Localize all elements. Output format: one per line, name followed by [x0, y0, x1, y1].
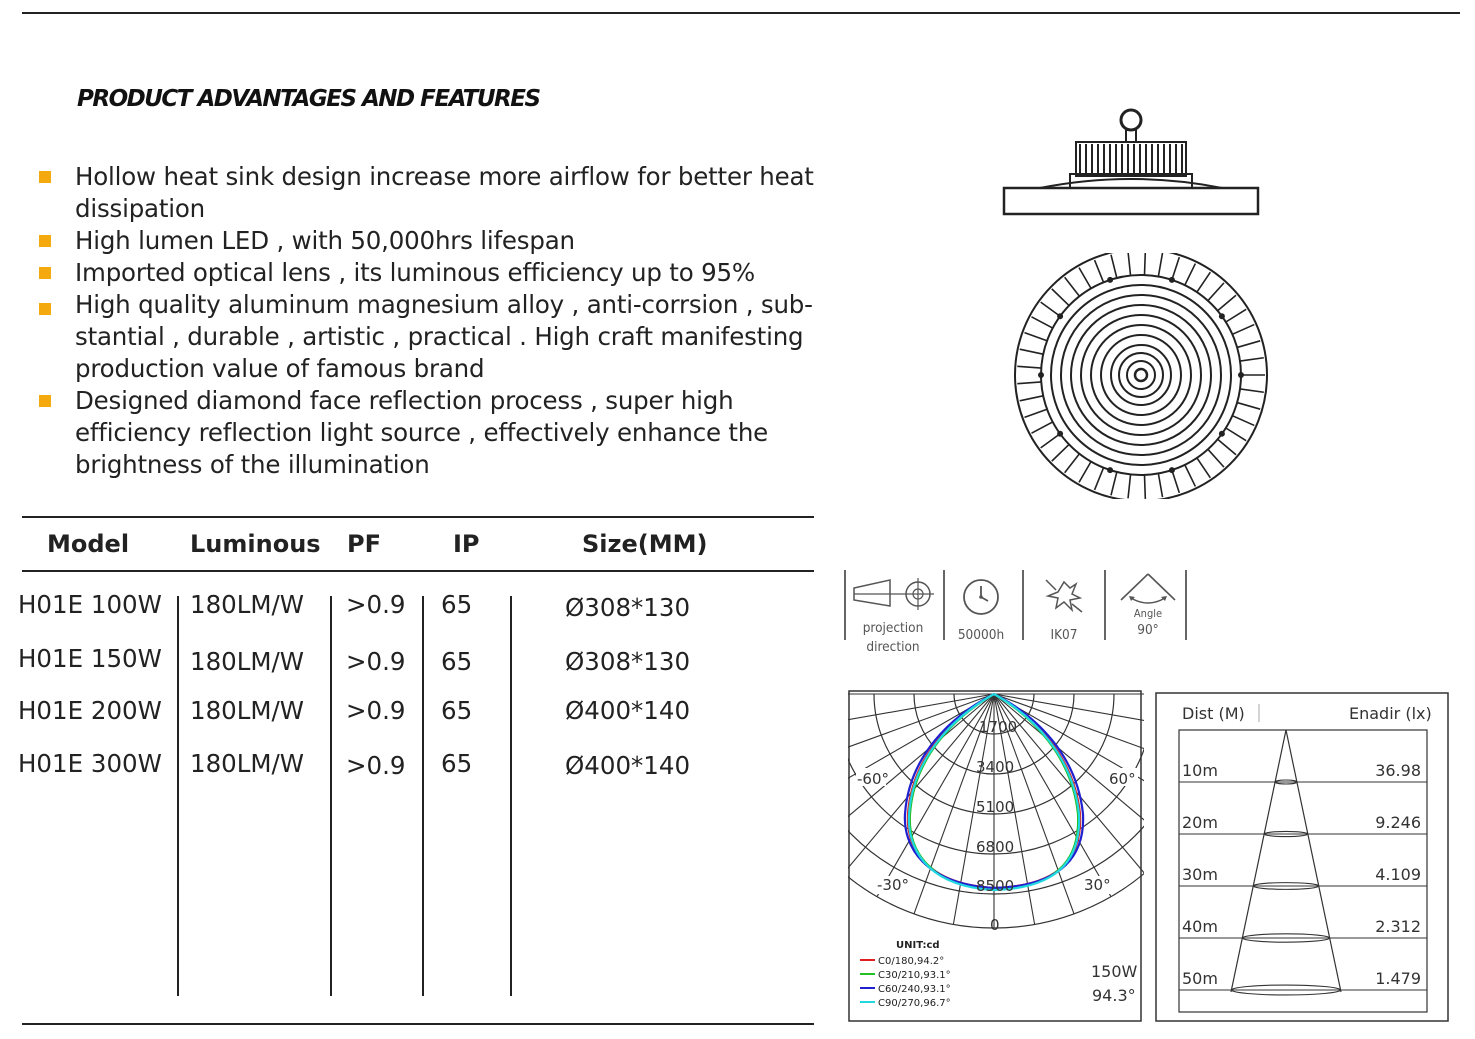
- impact-label: IK07: [1050, 627, 1078, 643]
- col-header-size: Size(MM): [582, 530, 708, 558]
- ring-label: 3400: [976, 758, 1015, 776]
- cell-size: Ø308*130: [565, 647, 691, 676]
- feature-line: High quality aluminum magnesium alloy , anti-corrsion , sub-: [75, 290, 813, 319]
- cell-luminous: 180LM/W: [190, 647, 305, 676]
- feature-item: [36, 289, 826, 385]
- angle-label-neg30: -30°: [877, 876, 909, 894]
- unit-label: UNIT:cd: [896, 940, 940, 951]
- illuminance-value: 36.98: [1375, 761, 1421, 780]
- ring-label: 5100: [976, 798, 1015, 816]
- col-header-pf: PF: [347, 530, 381, 558]
- cell-pf: >0.9: [346, 751, 406, 780]
- angle-value: 90°: [1137, 622, 1159, 638]
- illuminance-cone-chart: [1155, 692, 1451, 1026]
- distance-value: 50m: [1182, 969, 1218, 988]
- bullet-icon: [39, 235, 51, 247]
- cell-pf: >0.9: [346, 696, 406, 725]
- cell-luminous: 180LM/W: [190, 590, 305, 619]
- bullet-icon: [39, 267, 51, 279]
- icon-divider: [844, 570, 846, 640]
- cell-size: Ø400*140: [565, 696, 691, 725]
- angle-label-pos60: 60°: [1109, 770, 1136, 788]
- illuminance-value: 4.109: [1375, 865, 1421, 884]
- illuminance-value: 2.312: [1375, 917, 1421, 936]
- projection-direction-icon: [850, 576, 938, 616]
- feature-line: dissipation: [75, 194, 205, 223]
- cell-ip: 65: [441, 590, 473, 619]
- cell-model: H01E 200W: [18, 696, 162, 725]
- table-header-rule: [22, 570, 814, 572]
- cell-size: Ø308*130: [565, 593, 691, 622]
- distance-header: Dist (M): [1182, 704, 1245, 723]
- clock-icon: [960, 576, 1002, 618]
- bullet-icon: [39, 395, 51, 407]
- cell-luminous: 180LM/W: [190, 696, 305, 725]
- cell-model: H01E 300W: [18, 749, 162, 778]
- icon-divider: [1022, 570, 1024, 640]
- bullet-icon: [39, 171, 51, 183]
- feature-line: High lumen LED , with 50,000hrs lifespan: [75, 226, 575, 255]
- feature-line: Hollow heat sink design increase more airflow for better heat: [75, 162, 814, 191]
- feature-line: stantial , durable , artistic , practical . High craft manifesting: [75, 322, 804, 351]
- legend-entry: C30/210,93.1°: [878, 970, 951, 981]
- angle-label-neg60: -60°: [857, 770, 889, 788]
- angle-label-zero: 0: [990, 916, 1000, 934]
- feature-line: Designed diamond face reflection process , super high: [75, 386, 734, 415]
- legend-entry: C90/270,96.7°: [878, 998, 951, 1009]
- impact-rating-icon: [1044, 578, 1084, 614]
- cell-pf: >0.9: [346, 647, 406, 676]
- cell-model: H01E 150W: [18, 644, 162, 673]
- feature-line: brightness of the illumination: [75, 450, 430, 479]
- distance-value: 30m: [1182, 865, 1218, 884]
- cell-ip: 65: [441, 749, 473, 778]
- col-divider-1: [177, 596, 179, 996]
- section-heading: PRODUCT ADVANTAGES AND FEATURES: [77, 86, 540, 112]
- feature-line: efficiency reflection light source , effectively enhance the: [75, 418, 769, 447]
- col-header-model: Model: [47, 530, 130, 558]
- bullet-icon: [39, 303, 51, 315]
- cell-model: H01E 100W: [18, 590, 162, 619]
- features-list: [36, 161, 826, 481]
- direction-label: direction: [866, 639, 920, 655]
- legend-entry: C60/240,93.1°: [878, 984, 951, 995]
- icon-divider: [943, 570, 945, 640]
- power-label: 150W: [1091, 962, 1138, 981]
- angle-label-pos30: 30°: [1084, 876, 1111, 894]
- projection-label: projection: [862, 620, 924, 636]
- col-header-luminous: Luminous: [190, 530, 321, 558]
- icon-divider: [1185, 570, 1187, 640]
- lifespan-label: 50000h: [957, 627, 1005, 643]
- angle-label: Angle: [1133, 607, 1163, 620]
- illuminance-value: 9.246: [1375, 813, 1421, 832]
- col-header-ip: IP: [453, 530, 480, 558]
- cell-size: Ø400*140: [565, 751, 691, 780]
- feature-item: [36, 161, 826, 225]
- illuminance-value: 1.479: [1375, 969, 1421, 988]
- distance-value: 10m: [1182, 761, 1218, 780]
- cell-luminous: 180LM/W: [190, 749, 305, 778]
- polar-light-distribution-chart: [848, 690, 1144, 1026]
- feature-item: [36, 257, 826, 289]
- col-divider-4: [510, 596, 512, 996]
- illuminance-header: Enadir (lx): [1349, 704, 1432, 723]
- col-divider-3: [422, 596, 424, 996]
- legend-entry: C0/180,94.2°: [878, 956, 945, 967]
- top-rule: [22, 12, 1460, 14]
- distance-value: 40m: [1182, 917, 1218, 936]
- cell-ip: 65: [441, 647, 473, 676]
- cell-pf: >0.9: [346, 590, 406, 619]
- beam-angle-label: 94.3°: [1092, 986, 1136, 1005]
- distance-value: 20m: [1182, 813, 1218, 832]
- table-top-rule: [22, 516, 814, 518]
- feature-line: production value of famous brand: [75, 354, 485, 383]
- icon-divider: [1104, 570, 1106, 640]
- cell-ip: 65: [441, 696, 473, 725]
- ring-label: 8500: [976, 877, 1015, 895]
- feature-item: [36, 385, 826, 481]
- ring-label: 1700: [979, 718, 1018, 736]
- feature-item: [36, 225, 826, 257]
- feature-line: Imported optical lens , its luminous efficiency up to 95%: [75, 258, 755, 287]
- product-bottom-view: [1012, 253, 1274, 499]
- col-divider-2: [330, 596, 332, 996]
- beam-angle-icon: [1117, 572, 1179, 612]
- table-bottom-rule: [22, 1023, 814, 1025]
- ring-label: 6800: [976, 838, 1015, 856]
- product-side-view: [1000, 100, 1262, 220]
